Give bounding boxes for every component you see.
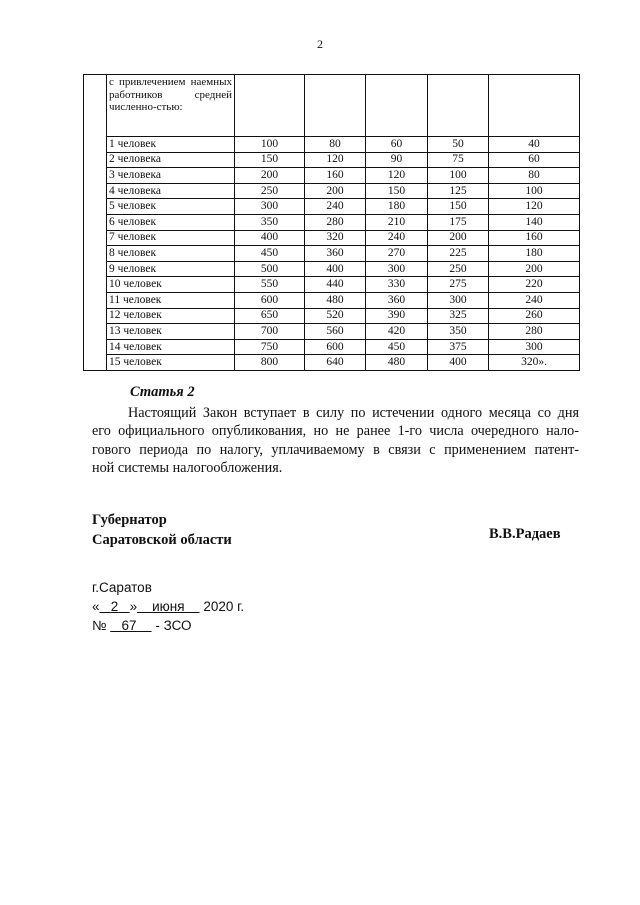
rate-value-cell: 700 [235, 324, 305, 340]
number-suffix: - ЗСО [155, 618, 192, 633]
rate-value-cell: 330 [366, 277, 428, 293]
date-month: июня [152, 599, 185, 614]
date-year: 2020 г. [203, 599, 245, 614]
rate-value-cell: 60 [366, 137, 428, 153]
article-line: гового периода по налогу, уплачиваемому в связи с применением патент- [92, 441, 579, 458]
rate-value-cell: 270 [366, 246, 428, 262]
row-label-cell: 4 человека [107, 183, 235, 199]
article-body [92, 404, 579, 478]
rate-value-cell: 120 [366, 168, 428, 184]
rate-value-cell: 300 [235, 199, 305, 215]
table-row [84, 292, 580, 308]
table-row [84, 324, 580, 340]
rate-value-cell: 800 [235, 355, 305, 371]
position-line: Саратовской области [92, 532, 232, 548]
rate-value-cell: 375 [428, 339, 489, 355]
rate-value-cell: 160 [489, 230, 580, 246]
row-label-cell: 14 человек [107, 339, 235, 355]
table-row [84, 246, 580, 262]
rate-value-cell: 200 [235, 168, 305, 184]
rate-value-cell: 420 [366, 324, 428, 340]
rate-value-cell: 360 [305, 246, 366, 262]
rate-value-cell: 100 [428, 168, 489, 184]
rate-value-cell: 150 [235, 152, 305, 168]
table-row [84, 183, 580, 199]
rate-value-cell: 300 [489, 339, 580, 355]
article-line: Настоящий Закон вступает в силу по истечении одного месяца со дня [128, 405, 579, 421]
rate-value-cell: 280 [305, 214, 366, 230]
table-header-row [84, 75, 580, 137]
rate-value-cell: 360 [366, 292, 428, 308]
row-label-cell: 6 человек [107, 214, 235, 230]
row-label-cell: 12 человек [107, 308, 235, 324]
table-row [84, 152, 580, 168]
rate-value-cell: 320 [305, 230, 366, 246]
rate-value-cell: 150 [428, 199, 489, 215]
table-header-empty-cell [235, 75, 305, 137]
rate-value-cell: 320». [489, 355, 580, 371]
rate-value-cell: 225 [428, 246, 489, 262]
table-row [84, 168, 580, 184]
table-row [84, 277, 580, 293]
rate-value-cell: 80 [489, 168, 580, 184]
row-label-cell: 1 человек [107, 137, 235, 153]
rate-value-cell: 650 [235, 308, 305, 324]
rate-value-cell: 200 [489, 261, 580, 277]
table-row [84, 230, 580, 246]
table-header-empty-cell [428, 75, 489, 137]
rate-value-cell: 400 [428, 355, 489, 371]
rate-value-cell: 175 [428, 214, 489, 230]
city-line: г.Саратов [92, 580, 152, 595]
rate-value-cell: 280 [489, 324, 580, 340]
row-label-cell: 9 человек [107, 261, 235, 277]
rate-value-cell: 180 [366, 199, 428, 215]
table-row [84, 308, 580, 324]
rate-value-cell: 750 [235, 339, 305, 355]
number-line [92, 616, 244, 635]
signatory-position [92, 510, 232, 550]
rate-value-cell: 480 [305, 292, 366, 308]
rate-value-cell: 220 [489, 277, 580, 293]
rate-value-cell: 640 [305, 355, 366, 371]
table-header-empty-cell [305, 75, 366, 137]
rate-value-cell: 75 [428, 152, 489, 168]
table-row [84, 214, 580, 230]
rate-value-cell: 240 [305, 199, 366, 215]
tax-rates-table [83, 74, 580, 371]
table-header-empty-cell [489, 75, 580, 137]
table-row [84, 199, 580, 215]
rate-value-cell: 50 [428, 137, 489, 153]
rate-value-cell: 350 [428, 324, 489, 340]
rate-value-cell: 325 [428, 308, 489, 324]
rate-value-cell: 275 [428, 277, 489, 293]
rate-value-cell: 520 [305, 308, 366, 324]
rate-value-cell: 240 [489, 292, 580, 308]
page-number: 2 [317, 37, 323, 51]
rate-value-cell: 60 [489, 152, 580, 168]
rate-value-cell: 400 [305, 261, 366, 277]
rate-value-cell: 210 [366, 214, 428, 230]
date-day: 2 [110, 599, 119, 614]
rate-value-cell: 100 [489, 183, 580, 199]
table-header-empty-cell [366, 75, 428, 137]
rate-value-cell: 560 [305, 324, 366, 340]
article-line: ной системы налогообложения. [92, 460, 283, 477]
row-label-cell: 7 человек [107, 230, 235, 246]
row-label-cell: 3 человека [107, 168, 235, 184]
rate-value-cell: 500 [235, 261, 305, 277]
rate-value-cell: 390 [366, 308, 428, 324]
rate-value-cell: 450 [235, 246, 305, 262]
rate-value-cell: 260 [489, 308, 580, 324]
rate-value-cell: 480 [366, 355, 428, 371]
number-prefix: № [92, 618, 107, 633]
rate-value-cell: 450 [366, 339, 428, 355]
table-row [84, 137, 580, 153]
rate-value-cell: 240 [366, 230, 428, 246]
table-row [84, 339, 580, 355]
signatory-name: В.В.Радаев [489, 526, 561, 542]
rate-value-cell: 200 [305, 183, 366, 199]
rate-value-cell: 440 [305, 277, 366, 293]
rate-value-cell: 350 [235, 214, 305, 230]
rate-value-cell: 300 [428, 292, 489, 308]
table-row [84, 261, 580, 277]
table-header-text: с привлечением наемных работников средней численно-стью: [109, 76, 232, 113]
rate-value-cell: 250 [428, 261, 489, 277]
rate-value-cell: 160 [305, 168, 366, 184]
rate-value-cell: 80 [305, 137, 366, 153]
date-quote-close: » [129, 599, 138, 614]
table-blank-column [84, 75, 107, 371]
row-label-cell: 11 человек [107, 292, 235, 308]
rate-value-cell: 120 [305, 152, 366, 168]
rate-value-cell: 150 [366, 183, 428, 199]
row-label-cell: 10 человек [107, 277, 235, 293]
row-label-cell: 8 человек [107, 246, 235, 262]
article-line: его официального опубликования, но не ранее 1-го числа очередного нало- [92, 423, 579, 440]
position-line: Губернатор [92, 512, 167, 528]
rate-value-cell: 120 [489, 199, 580, 215]
row-label-cell: 2 человека [107, 152, 235, 168]
row-label-cell: 15 человек [107, 355, 235, 371]
table-header-cell [107, 75, 235, 137]
date-line [92, 597, 244, 616]
row-label-cell: 5 человек [107, 199, 235, 215]
rate-value-cell: 40 [489, 137, 580, 153]
rate-value-cell: 125 [428, 183, 489, 199]
table-row [84, 355, 580, 371]
article-title: Статья 2 [130, 384, 195, 400]
rate-value-cell: 90 [366, 152, 428, 168]
rate-value-cell: 550 [235, 277, 305, 293]
rate-value-cell: 300 [366, 261, 428, 277]
date-quote-open: « [92, 599, 100, 614]
rate-value-cell: 100 [235, 137, 305, 153]
rate-value-cell: 200 [428, 230, 489, 246]
rate-value-cell: 140 [489, 214, 580, 230]
rate-value-cell: 600 [305, 339, 366, 355]
rate-value-cell: 400 [235, 230, 305, 246]
place-date-number [92, 578, 244, 635]
rate-value-cell: 180 [489, 246, 580, 262]
rate-value-cell: 600 [235, 292, 305, 308]
number-value: 67 [121, 618, 137, 633]
row-label-cell: 13 человек [107, 324, 235, 340]
rate-value-cell: 250 [235, 183, 305, 199]
